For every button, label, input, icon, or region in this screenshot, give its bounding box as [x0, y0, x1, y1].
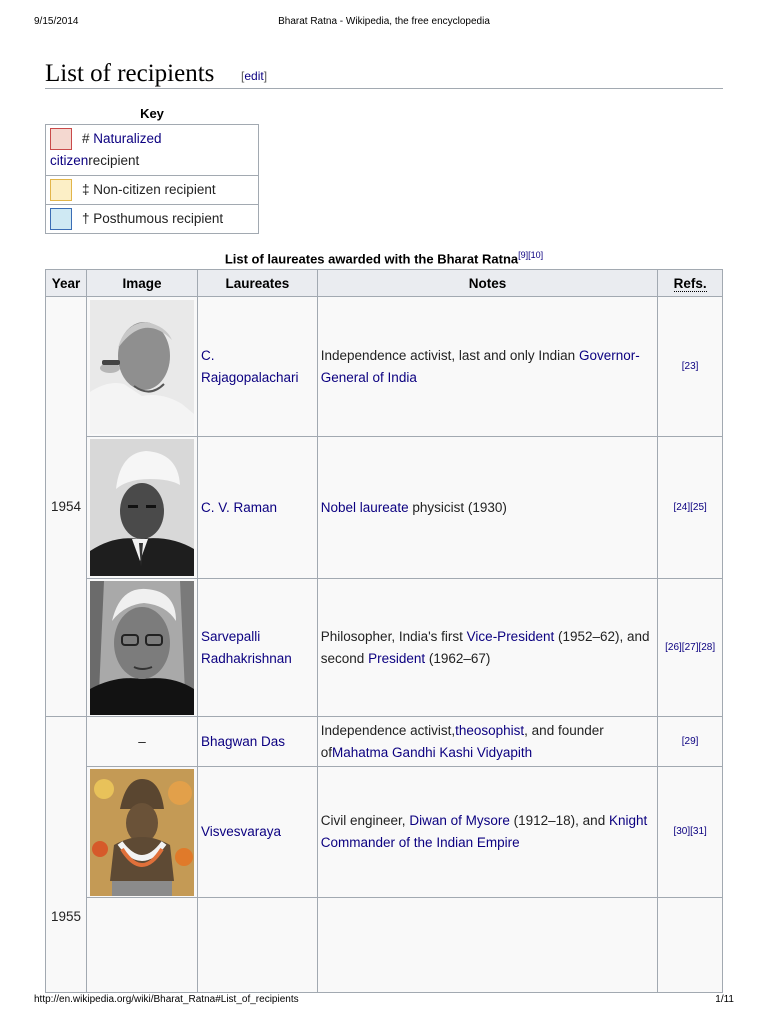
laureate-cell: [197, 767, 317, 898]
notes-cell: [317, 717, 658, 767]
notes-text: Civil engineer,: [320, 813, 410, 828]
table-row: [46, 898, 723, 993]
key-table: [45, 124, 259, 234]
print-date: 9/15/2014: [34, 16, 79, 27]
posthumous-swatch: [50, 208, 72, 230]
rajagopalachari-photo[interactable]: [90, 300, 194, 434]
diwan-of-mysore-link[interactable]: Diwan of Mysore: [409, 813, 510, 828]
laureate-link[interactable]: Visvesvaraya: [200, 824, 281, 839]
governor-general-link[interactable]: Governor-General of India: [320, 347, 640, 385]
print-page: 1/11: [715, 994, 734, 1005]
notes-text: Philosopher, India's first: [320, 628, 467, 644]
key-row-non-citizen: [46, 176, 259, 205]
ref-link[interactable]: [26][27][28]: [665, 641, 716, 653]
refs-cell: [658, 898, 723, 993]
laureates-caption: [45, 250, 723, 266]
table-row: [46, 437, 723, 579]
ref-link[interactable]: [30][31]: [673, 826, 707, 837]
image-cell: [86, 297, 197, 437]
table-row: [46, 767, 723, 898]
notes-cell: [317, 297, 658, 437]
laureate-cell: [197, 717, 317, 767]
key-label: Non-citizen recipient: [93, 181, 216, 197]
ref-link[interactable]: [24][25]: [673, 501, 707, 513]
notes-text: , and founder of: [320, 722, 604, 760]
edit-link-wrapper: [edit]: [241, 69, 268, 83]
notes-text: Independence activist, last and only Indian: [320, 347, 579, 363]
laureates-table: [45, 269, 723, 993]
image-cell: [86, 579, 197, 717]
theosophist-link[interactable]: theosophist: [455, 722, 525, 738]
header-refs[interactable]: Refs.: [658, 270, 723, 297]
notes-text: (1962–67): [425, 650, 491, 666]
key-label: recipient: [88, 153, 140, 169]
edit-link[interactable]: edit: [244, 69, 264, 83]
header-year: Year: [46, 270, 87, 297]
notes-cell: [317, 579, 658, 717]
laureates-caption-text: List of laureates awarded with the Bharat Ratna: [224, 251, 519, 267]
notes-cell: [317, 437, 658, 579]
non-citizen-swatch: [50, 179, 72, 201]
caption-refs[interactable]: [9][10]: [518, 250, 544, 260]
notes-cell: [317, 767, 658, 898]
refs-cell: [658, 717, 723, 767]
laureate-link[interactable]: Bhagwan Das: [200, 733, 286, 749]
section-heading: [45, 58, 723, 89]
key-label: Posthumous recipient: [93, 210, 224, 226]
image-cell: [86, 767, 197, 898]
header-notes: Notes: [317, 270, 658, 297]
laureate-link[interactable]: C. Rajagopalachari: [200, 347, 299, 385]
raman-photo[interactable]: [90, 439, 194, 576]
visvesvaraya-photo[interactable]: [90, 769, 194, 896]
print-url: http://en.wikipedia.org/wiki/Bharat_Ratna#List_of_recipients: [34, 994, 299, 1005]
key-caption: Key: [140, 106, 164, 121]
notes-text: (1912–18), and: [509, 813, 609, 828]
notes-text: Independence activist,: [320, 722, 456, 738]
refs-cell: [658, 767, 723, 898]
notes-cell: [317, 898, 658, 993]
notes-text: (1952–62), and second: [320, 628, 650, 666]
vice-president-link[interactable]: Vice-President: [466, 628, 555, 644]
image-cell: [86, 437, 197, 579]
refs-cell: [658, 437, 723, 579]
print-header: [0, 16, 768, 30]
key-symbol: †: [82, 210, 90, 226]
key-row-naturalized: [46, 125, 259, 176]
header-image: Image: [86, 270, 197, 297]
laureate-cell: [197, 297, 317, 437]
radhakrishnan-photo[interactable]: [90, 581, 194, 715]
notes-text: physicist (1930): [408, 499, 507, 515]
table-row: [46, 297, 723, 437]
image-cell: [86, 898, 197, 993]
laureate-cell: [197, 437, 317, 579]
year-cell: 1955: [46, 717, 87, 993]
ref-link[interactable]: [29]: [681, 735, 699, 747]
print-title: Bharat Ratna - Wikipedia, the free encyclopedia: [278, 16, 490, 27]
year-cell: 1954: [46, 297, 87, 717]
naturalized-citizen-link[interactable]: Naturalized citizen: [50, 130, 162, 169]
image-cell: –: [86, 717, 197, 767]
ref-link[interactable]: [23]: [681, 360, 699, 372]
laureate-cell: [197, 898, 317, 993]
laureate-link[interactable]: Sarvepalli Radhakrishnan: [200, 628, 292, 666]
key-symbol: #: [82, 130, 90, 146]
laureate-cell: [197, 579, 317, 717]
knight-commander-link[interactable]: Knight Commander of the Indian Empire: [320, 813, 648, 850]
president-link[interactable]: President: [368, 650, 426, 666]
kashi-vidyapith-link[interactable]: Mahatma Gandhi Kashi Vidyapith: [332, 744, 533, 760]
section-title: List of recipients: [45, 60, 215, 87]
laureate-link[interactable]: C. V. Raman: [200, 499, 277, 515]
key-row-posthumous: [46, 205, 259, 234]
table-row: [46, 579, 723, 717]
table-header-row: [46, 270, 723, 297]
refs-cell: [658, 297, 723, 437]
refs-cell: [658, 579, 723, 717]
print-footer: [0, 994, 768, 1008]
key-symbol: ‡: [82, 181, 90, 197]
naturalized-swatch: [50, 128, 72, 150]
header-laureates: Laureates: [197, 270, 317, 297]
table-row: [46, 717, 723, 767]
nobel-laureate-link[interactable]: Nobel laureate: [320, 499, 409, 515]
